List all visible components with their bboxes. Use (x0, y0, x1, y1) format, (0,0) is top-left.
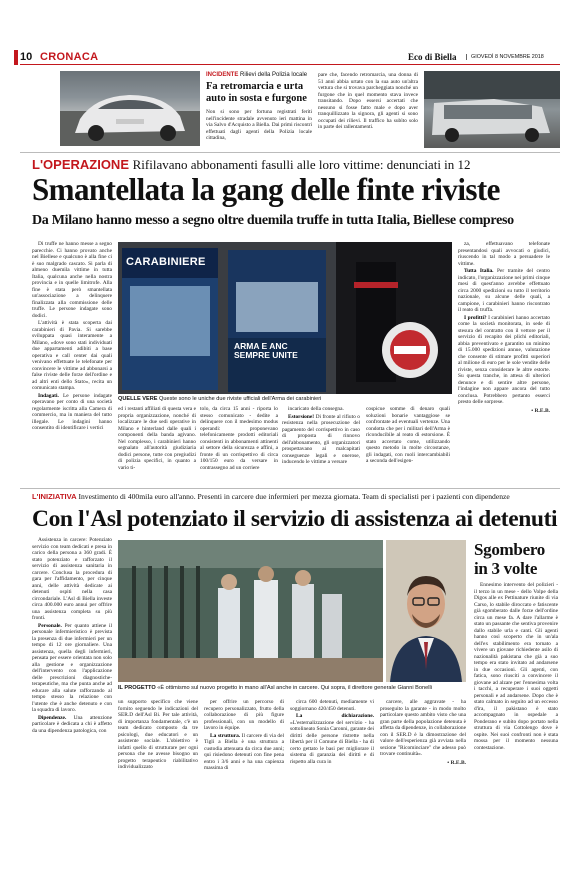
story1-col-4: incaricato della consegna. Estorsione! Di fronte al rifiuto o resistenza nella prosecuzione del pagamento del corrispettivo in caso di proposta di rinnovo dell'abbonamento, gli organizzatori prospettavano ai malcapitati conseguenze legali e onerose, inducendo le vittime a versare (282, 406, 360, 465)
portrait-illustration (386, 540, 466, 682)
story2-headline: Con l'Asl potenziato il servizio di assistenza ai detenuti (32, 506, 558, 532)
story2-col-5: carcere, alle aggravate - ha proseguito la garante - in modo molto particolare questo ambito visto che una gran parte della popolazione detenuta è affetta da dipendenze, in collaborazione con il SER.D è la dimostrazione del valore dell'esperienza già avviata nella sezione "Ricominciare" che adesso può trovare continuità». • R.E.B. (380, 699, 466, 766)
issue-date: GIOVEDÌ 8 NOVEMBRE 2018 (466, 54, 544, 60)
paper-name: Eco di Biella (408, 52, 457, 62)
section-name: CRONACA (40, 51, 99, 63)
story1-photo (118, 242, 452, 394)
prison-illustration (118, 540, 383, 682)
story2-photo-prison (118, 540, 383, 682)
story1-col-6: za, effettuavano telefonate presentandosi quali avvocati o giudici, riuscendo in tal modo a persuadere le vittime. Tutta Italia. Per tramite del centro indicato, l'organizzazione nei primi cinque mesi di quest'anno avrebbe effettuato circa 2000 spedizioni su tutto il territorio nazionale, su alcune delle quali, a campione, i carabinieri hanno riscontrato il reato di truffa. I profitti? I carabinieri hanno accertato come la società monitorata, in sede di stesura del contratto con il vettore per il servizio di recapito dei plichi editoriali, abbia preventivato e garantito un minimo di 15.000 spedizioni annue, valutazione che consente di stimare profitti superiori al milione di euro per le sole vendite delle riviste, senza considerare le altre estorte. Su questa tranche, in attesa di ulteriori denunce e di sentire altre persone, l'indagine non appare ancora del tutto conclusa. Potrebbero pertanto esserci presto delle sorprese. • R.E.B. (458, 241, 550, 414)
teaser-title: Fa retromarcia e urta auto in sosta e furgone (206, 81, 307, 104)
story1-kicker: L'OPERAZIONE Rifilavano abbonamenti fasulli alle loro vittime: denunciati in 12 (32, 157, 471, 172)
page-number: 10 (20, 51, 33, 63)
teaser-kicker: INCIDENTE Rilievi della Polizia locale (206, 72, 308, 78)
story1-subhead: Da Milano hanno messo a segno oltre duemila truffe in tutta Italia, Biellese compreso (32, 213, 514, 228)
teaser-photo-right (424, 71, 560, 148)
story2-caption: IL PROGETTO «È ottimismo sul nuovo progetto in mano all'Asl anche in carcere. Qui sopra, il direttore generale Gianni Bonelli (118, 685, 432, 691)
magazine-2-title: ARMA E ANC SEMPRE UNITE (234, 341, 298, 360)
magazine-1-title: CARABINIERE (126, 256, 206, 268)
teaser-col-1: Non si sono per fortuna registrati feriti nell'incidente stradale avvenuto ieri mattina in via Salvo d'Acquisto a Biella. Dai primi riscontri effettuati dagli agenti della Polizia locale cittadina, (206, 109, 312, 141)
story1-col-5: cospicue somme di denaro quali soluzioni bonarie vantaggiose se confrontate ad eventuali vertenze. Una condotta che per i militari dell'Arma è riconducibile al reato di estorsione. È stato accertato come, utilizzando questo metodo in molte circostanze, gli indagati, con ruoli intercambiabili a seconda dell'esigen- (366, 406, 450, 464)
car-photo-illustration (60, 71, 200, 146)
story2-col-2: un supporto specifico che viene fornito seguendo le indicazioni del SER.D dell'Asl Bi. Per tale attività, di importanza fondamentale, c'è un team dedicato composto da tre psicologi, due educatori e un assistente sociale. L'obiettivo è infatti quello di strutturare per ogni persona che ne avesse bisogno un progetto terapeutico riabilitativo individualizzato (118, 699, 198, 770)
teaser-photo-left (60, 71, 200, 146)
story2-col-4: circa 600 detenuti, mediamente vi soggiornano 420/450 detenuti. La dichiarazione. «L'esternalizzazione del servizio - ha sottolineato Sonia Caronni, garante dei diritti delle persone ristrette nella libertà per il Comune di Biella - ha di certo gettato le basi per migliorare il sistema di garanzia dei diritti e di rispetto alla cura in (290, 699, 374, 765)
story1-signature: • R.E.B. (531, 407, 550, 414)
story2-kicker: L'INIZIATIVA Investimento di 400mila euro all'anno. Presenti in carcere due infermieri per mezza giornata. Team di specialisti per i pazienti con dipendenze (32, 492, 510, 501)
teaser-col-2: pare che, facendo retromarcia, una donna di 51 anni abbia urtato con la sua auto un'altra vettura che si trovava parcheggiata nonché un furgone che in quel momento stava invece transitando. Dopo essersi accertati che nessuno si fosse fatto male e dopo aver tranquillizzato la signora, gli agenti si sono occupati dei rilievi. Il traffico ha subìto solo in parte dei rallentamenti. (318, 72, 418, 130)
sidebar-title: Sgombero in 3 volte (474, 540, 545, 578)
story2-col-1: Assistenza in carcere: Potenziato servizio con team dedicati e presa in carico della persona a 360 gradi. È stato potenziato e rafforzato il servizio di assistenza sanitaria in carcere. Conclusa la procedura di gara per l'affidamento, per cinque anni, delle attività dedicate ai detenuti ospiti nella casa circondariale. L'Asl di Biella investe circa 400.000 euro annui per offrire una assistenza completa su più fronti. Personale. Per quanto attiene il personale infermieristico è prevista la presenza di due infermieri per un tempo di 12 ore giornaliere. Una assistenza, quella degli infermieri, pensata per essere orientata non solo alla gestione e organizzazione dell'intervento con l'applicazione delle prescrizioni diagnostiche-terapeutiche, ma che punta anche ad educare alla salute rafforzando al tempo stesso la relazione con l'utente che è anche detenuto e con la squadra di lavoro. Dipendenze. Una attenzione particolare è dedicata a chi è affetto da una dipendenza patologica, con (32, 537, 112, 734)
divider-1 (20, 152, 560, 153)
story2-photo-portrait (386, 540, 466, 682)
crash-photo-illustration (424, 71, 560, 148)
story1-col-2: ed i restanti affiliati di questa vera e propria organizzazione, nonché di localizzare le due sedi operative in Milano e hinterland dalle quali i componenti della banda agivano. Nel complesso, i carabinieri hanno segnalato all'autorità giudiziaria dodici persone, tutte con pregiudizi di polizia specifici, in quanto a vario ti- (118, 406, 196, 471)
story2-col-3: per offrire un percorso di recupero personalizzato, frutto della collaborazione di più figure professionali, con un modello di lavoro in équipe. La struttura. Il carcere di via del Tigli a Biella è una struttura a custodia attenuata da circa due anni; qui risiedono detenuti con fine pena entro i 3/6 anni e ha una capienza massima di (204, 699, 284, 771)
story1-col-3: tolo, da circa 15 anni - riporta lo stesso comunicato - dedite a delinquere con il medesimo modus operandi: proponevano telefonicamente prodotti editoriali consistenti in abbonamenti attinenti al settore della sicurezza e affini, a fronte di un corrispettivo di circa 100/150 euro da versare in contrassegno ad un corriere (200, 406, 278, 471)
story2-signature: • R.E.B. (447, 759, 466, 766)
story1-headline: Smantellata la gang delle finte riviste (32, 171, 500, 207)
page-header (20, 51, 560, 65)
header-marker (14, 50, 18, 65)
divider-2 (20, 488, 560, 489)
story1-caption: QUELLE VERE Queste sono le uniche due riviste ufficiali dell'Arma dei carabinieri (118, 396, 322, 402)
story1-col-1: Di truffe ne hanno messe a segno parecchie. Ci hanno provato anche nel Biellese e qualcuno è alla fine ci è suo malgrado cascato. Si parla di almeno duemila vittime in tutta Italia, qualcuna anche nella nostra provincia e in quelle limitrofe. Alla fine è stata però smantellata un'associazione a delinquere finalizzata alla commissione delle truffe. Le persone indagate sono dodici. L'attività è stata scoperta dai carabinieri di Pavia. Si sarebbe sviluppata quasi interamente a Milano, «dove sono stati individuati due appartamenti adibiti a base operativa e call center dai quali venivano effettuate le telefonate per convincere le vittime ad abbonarsi a false riviste delle forze dell'ordine e ad altri enti dello Stato», recita un comunicato stampa. Indagati. Le persone indagate operavano per conto di una società regolarmente iscritta alla Camera di commercio, ma in maniera del tutto illegale. Le indagini hanno consentito di identificare i vertici (32, 241, 112, 431)
sidebar-body: Ennesimo intervento del polizieri - il terzo in un mese - dello Volpe della Digos alle ex Pettinature riunite di via Carso, lo stabile diroccato e fatiscente già sgomberato dalle forze dell'ordine circa un mese fa. A dare l'allarme è stato un passante che sentiva provenire dallo stabile urla e canti. Gli agenti hanno così scoperto che in un'ala dell'ex stabilimento era tornato a vivere un giovane richiedente asilo di nazionalità pakistana che già a suo tempo era stato invitato ad andarsene in due occasioni. Gli agenti, con fatica, sono riusciti a convincere il giovane ad alzare per l'ennesima volta i tacchi, a recuperare i suoi oggetti personali e ad andarsene. Dopo che è stato calmato in seguito ad un eccesso d'ira, il pakistano è stato accompagnato in ospedale a Ponderano e subito dopo portato nella struttura di via Cottolengo dove è ospite. Nei suoi confronti non è stata mossa per il momento nessuna contestazione. (474, 582, 558, 751)
